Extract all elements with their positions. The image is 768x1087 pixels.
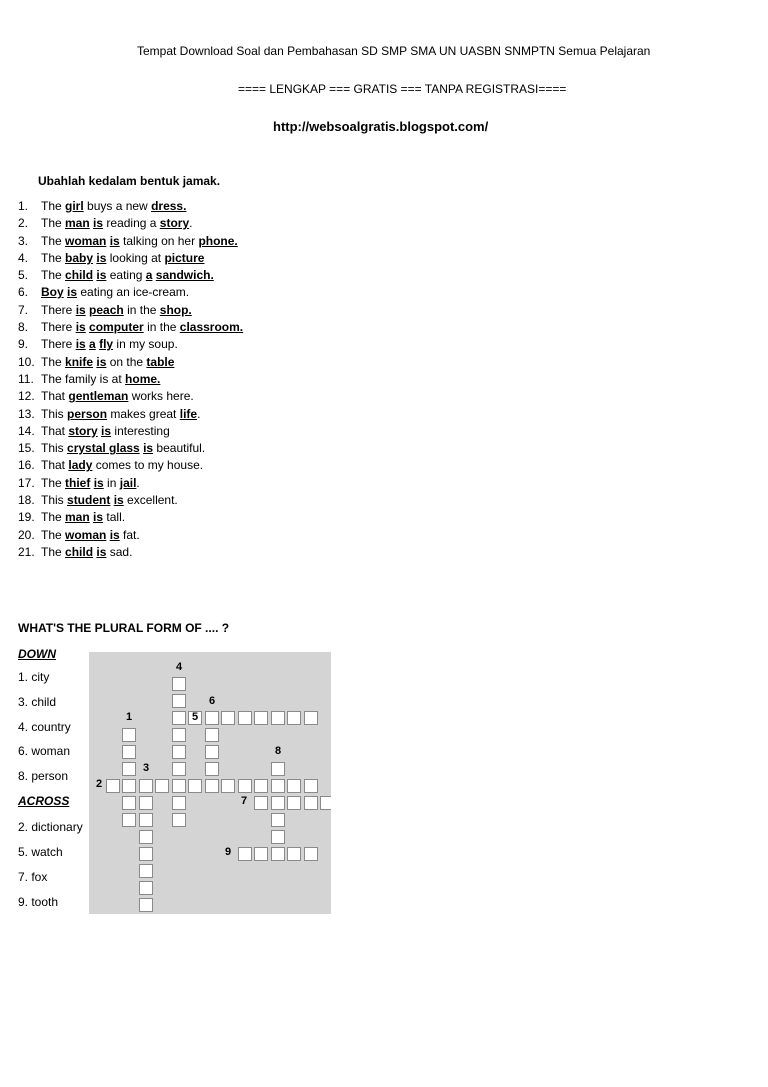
underlined-word: woman (65, 233, 107, 248)
sentence-number: 14. (18, 423, 35, 438)
crossword-cell[interactable] (172, 694, 186, 708)
crossword-cell[interactable] (287, 796, 301, 810)
underlined-word: child (65, 544, 94, 559)
crossword-cell[interactable] (238, 847, 252, 861)
underlined-word: classroom. (179, 320, 244, 335)
sentence-item (18, 302, 243, 319)
down-clue: 8. person (18, 769, 69, 783)
crossword-cell[interactable] (106, 779, 120, 793)
crossword-cell[interactable] (122, 745, 136, 759)
underlined-word: is (93, 510, 104, 525)
across-clue: 2. dictionary (18, 820, 83, 834)
crossword-cell[interactable] (238, 779, 252, 793)
sentence-number: 1. (18, 199, 29, 213)
underlined-word: child (65, 268, 94, 283)
underlined-word: person (67, 406, 108, 421)
sentence-number: 20. (18, 527, 35, 542)
crossword-cell[interactable] (304, 796, 318, 810)
header-free-line: ==== LENGKAP === GRATIS === TANPA REGISTRASI==== (238, 82, 567, 96)
sentence-number: 4. (18, 250, 29, 265)
crossword-cell[interactable] (139, 813, 153, 827)
sentence-text: The family is at (41, 371, 126, 386)
crossword-cell[interactable] (188, 779, 202, 793)
across-clue: 5. watch (18, 845, 63, 859)
crossword-cell[interactable] (271, 847, 285, 861)
plural-title: WHAT'S THE PLURAL FORM OF .... ? (18, 621, 230, 635)
sentence-text: fat. (119, 527, 140, 542)
sentence-text: The (41, 250, 66, 265)
crossword-cell[interactable] (271, 762, 285, 776)
underlined-word: knife (65, 354, 94, 369)
crossword-cell[interactable] (271, 796, 285, 810)
crossword-cell[interactable] (122, 728, 136, 742)
crossword-cell[interactable] (172, 677, 186, 691)
sentence-item (18, 440, 243, 457)
underlined-word: baby (65, 250, 94, 265)
across-clue: 7. fox (18, 870, 48, 884)
underlined-word: phone. (198, 233, 238, 248)
sentence-number: 16. (18, 458, 35, 473)
sentence-number: 6. (18, 285, 29, 300)
sentence-text: works here. (128, 389, 194, 404)
sentence-item (18, 527, 243, 544)
crossword-cell[interactable] (122, 813, 136, 827)
sentence-number: 19. (18, 510, 35, 525)
crossword-number: 5 (191, 711, 199, 723)
sentence-text: eating (106, 268, 146, 283)
down-clue: 4. country (18, 720, 71, 734)
sentence-item (18, 492, 243, 509)
sentence-text: The (41, 475, 66, 490)
crossword-cell[interactable] (139, 881, 153, 895)
sentence-item (18, 388, 243, 405)
sentence-text: The (41, 354, 66, 369)
underlined-word: is (143, 441, 154, 456)
sentence-text: in the (123, 302, 160, 317)
sentence-text: makes great (107, 406, 180, 421)
underlined-word: peach (89, 302, 124, 317)
underlined-word: story (68, 423, 98, 438)
crossword-cell[interactable] (320, 796, 331, 810)
crossword-cell[interactable] (139, 864, 153, 878)
underlined-word: computer (89, 320, 144, 335)
underlined-word: thief (65, 475, 91, 490)
underlined-word: is (109, 233, 120, 248)
crossword-cell[interactable] (122, 762, 136, 776)
sentence-number: 7. (18, 302, 29, 317)
crossword-cell[interactable] (221, 711, 235, 725)
crossword-cell[interactable] (155, 779, 169, 793)
underlined-word: is (101, 423, 112, 438)
underlined-word: picture (164, 250, 205, 265)
sentence-text: The (41, 216, 66, 231)
underlined-word: is (75, 320, 86, 335)
sentence-text: This (41, 493, 68, 508)
sentence-number: 9. (18, 337, 29, 352)
underlined-word: is (96, 268, 107, 283)
crossword-cell[interactable] (304, 779, 318, 793)
underlined-word: man (65, 510, 90, 525)
crossword-cell[interactable] (139, 796, 153, 810)
crossword-cell[interactable] (221, 779, 235, 793)
underlined-word: is (96, 544, 107, 559)
down-clue: 3. child (18, 695, 57, 709)
across-label: ACROSS (18, 794, 70, 808)
sentence-text: . (136, 475, 140, 490)
crossword-number: 1 (125, 711, 133, 723)
crossword-cell[interactable] (287, 847, 301, 861)
down-label: DOWN (18, 647, 56, 661)
crossword-cell[interactable] (304, 711, 318, 725)
sentence-number: 3. (18, 233, 29, 248)
sentence-text: excellent. (123, 493, 178, 508)
instruction: Ubahlah kedalam bentuk jamak. (38, 174, 221, 188)
crossword-cell[interactable] (238, 711, 252, 725)
underlined-word: is (93, 216, 104, 231)
crossword-cell[interactable] (271, 711, 285, 725)
sentence-text: The (41, 527, 66, 542)
sentence-text: interesting (111, 423, 170, 438)
across-clue: 9. tooth (18, 895, 59, 909)
sentence-number: 18. (18, 493, 35, 508)
sentence-number: 10. (18, 354, 35, 369)
underlined-word: is (93, 475, 104, 490)
crossword-cell[interactable] (172, 745, 186, 759)
down-clue: 1. city (18, 670, 50, 684)
crossword-cell[interactable] (122, 779, 136, 793)
underlined-word: table (146, 354, 175, 369)
crossword-cell[interactable] (254, 779, 268, 793)
sentence-item (18, 336, 243, 353)
sentence-text: That (41, 389, 69, 404)
sentence-text: on the (106, 354, 147, 369)
sentence-item (18, 284, 243, 301)
sentence-text: There (41, 337, 76, 352)
crossword-cell[interactable] (287, 779, 301, 793)
underlined-word: story (159, 216, 190, 231)
crossword-number: 4 (175, 661, 183, 673)
crossword-number: 8 (274, 745, 282, 757)
sentence-text: There (41, 320, 76, 335)
sentence-text: tall. (103, 510, 126, 525)
underlined-word: is (109, 527, 120, 542)
crossword-cell[interactable] (205, 728, 219, 742)
sentence-item (18, 457, 243, 474)
sentence-item (18, 509, 243, 526)
sentence-number: 2. (18, 216, 29, 231)
underlined-word: woman (65, 527, 107, 542)
header-url[interactable]: http://websoalgratis.blogspot.com/ (273, 119, 489, 134)
sentence-number: 8. (18, 320, 29, 335)
sentence-item (18, 423, 243, 440)
underlined-word: student (67, 493, 111, 508)
crossword-cell[interactable] (287, 711, 301, 725)
sentence-number: 11. (18, 371, 34, 386)
crossword-cell[interactable] (205, 762, 219, 776)
crossword-cell[interactable] (139, 830, 153, 844)
crossword-grid (89, 652, 331, 914)
crossword-cell[interactable] (172, 813, 186, 827)
crossword-cell[interactable] (271, 813, 285, 827)
crossword-cell[interactable] (139, 847, 153, 861)
sentence-text: in (103, 475, 120, 490)
sentence-text: beautiful. (153, 441, 206, 456)
sentence-list (18, 198, 243, 561)
crossword-cell[interactable] (205, 711, 219, 725)
underlined-word: is (96, 354, 107, 369)
underlined-word: shop. (159, 302, 192, 317)
underlined-word: sandwich. (155, 268, 214, 283)
down-clue: 6. woman (18, 744, 71, 758)
sentence-item (18, 475, 243, 492)
underlined-word: girl (65, 199, 84, 213)
crossword-cell[interactable] (139, 898, 153, 912)
underlined-word: dress. (151, 199, 187, 213)
sentence-item (18, 544, 243, 561)
underlined-word: is (67, 285, 78, 300)
sentence-text: This (41, 441, 68, 456)
header-source-line: Tempat Download Soal dan Pembahasan SD SMP SMA UN UASBN SNMPTN Semua Pelajaran (137, 44, 651, 58)
underlined-word: is (75, 337, 86, 352)
crossword-cell[interactable] (205, 779, 219, 793)
crossword-cell[interactable] (172, 711, 186, 725)
underlined-word: is (113, 493, 124, 508)
sentence-text: buys a new (83, 199, 152, 213)
sentence-text: That (41, 423, 69, 438)
sentence-text: reading a (103, 216, 160, 231)
sentence-text: talking on her (119, 233, 199, 248)
underlined-word: man (65, 216, 90, 231)
underlined-word: fly (99, 337, 114, 352)
underlined-word: lady (68, 458, 93, 473)
underlined-word: crystal glass (67, 441, 140, 456)
crossword-cell[interactable] (254, 711, 268, 725)
sentence-item (18, 354, 243, 371)
crossword-cell[interactable] (254, 796, 268, 810)
sentence-number: 21. (18, 544, 35, 559)
sentence-text: The (41, 199, 66, 213)
sentence-number: 12. (18, 389, 35, 404)
sentence-text: There (41, 302, 76, 317)
crossword-cell[interactable] (172, 779, 186, 793)
sentence-text: in the (143, 320, 180, 335)
crossword-cell[interactable] (172, 796, 186, 810)
sentence-text: The (41, 544, 66, 559)
sentence-text: in my soup. (113, 337, 178, 352)
underlined-word: a (89, 337, 96, 352)
crossword-number: 2 (95, 778, 103, 790)
sentence-text: . (189, 216, 193, 231)
sentence-number: 15. (18, 441, 35, 456)
crossword-number: 9 (224, 846, 232, 858)
sentence-text: That (41, 458, 69, 473)
sentence-item (18, 319, 243, 336)
underlined-word: Boy (41, 285, 64, 300)
sentence-item (18, 406, 243, 423)
sentence-text: This (41, 406, 68, 421)
sentence-item (18, 198, 243, 215)
sentence-number: 5. (18, 268, 29, 283)
sentence-number: 13. (18, 406, 35, 421)
underlined-word: gentleman (68, 389, 129, 404)
crossword-cell[interactable] (304, 847, 318, 861)
sentence-item (18, 371, 243, 388)
underlined-word: home. (125, 371, 161, 386)
sentence-item (18, 267, 243, 284)
underlined-word: is (75, 302, 86, 317)
sentence-item (18, 250, 243, 267)
sentence-text: eating an ice-cream. (77, 285, 190, 300)
crossword-cell[interactable] (172, 762, 186, 776)
sentence-item (18, 215, 243, 232)
sentence-text: comes to my house. (92, 458, 204, 473)
sentence-text: The (41, 510, 66, 525)
crossword-cell[interactable] (271, 830, 285, 844)
crossword-number: 6 (208, 695, 216, 707)
sentence-text: The (41, 268, 66, 283)
underlined-word: is (96, 250, 107, 265)
crossword-cell[interactable] (122, 796, 136, 810)
underlined-word: life (179, 406, 198, 421)
sentence-text: . (197, 406, 201, 421)
sentence-item (18, 233, 243, 250)
crossword-cell[interactable] (254, 847, 268, 861)
sentence-text: sad. (106, 544, 133, 559)
sentence-text: The (41, 233, 66, 248)
crossword-cell[interactable] (172, 728, 186, 742)
crossword-cell[interactable] (205, 745, 219, 759)
sentence-text: looking at (106, 250, 165, 265)
sentence-number: 17. (18, 475, 35, 490)
underlined-word: jail (119, 475, 137, 490)
crossword-number: 7 (240, 795, 248, 807)
crossword-number: 3 (142, 762, 150, 774)
crossword-cell[interactable] (139, 779, 153, 793)
crossword-cell[interactable] (271, 779, 285, 793)
underlined-word: a (145, 268, 153, 283)
